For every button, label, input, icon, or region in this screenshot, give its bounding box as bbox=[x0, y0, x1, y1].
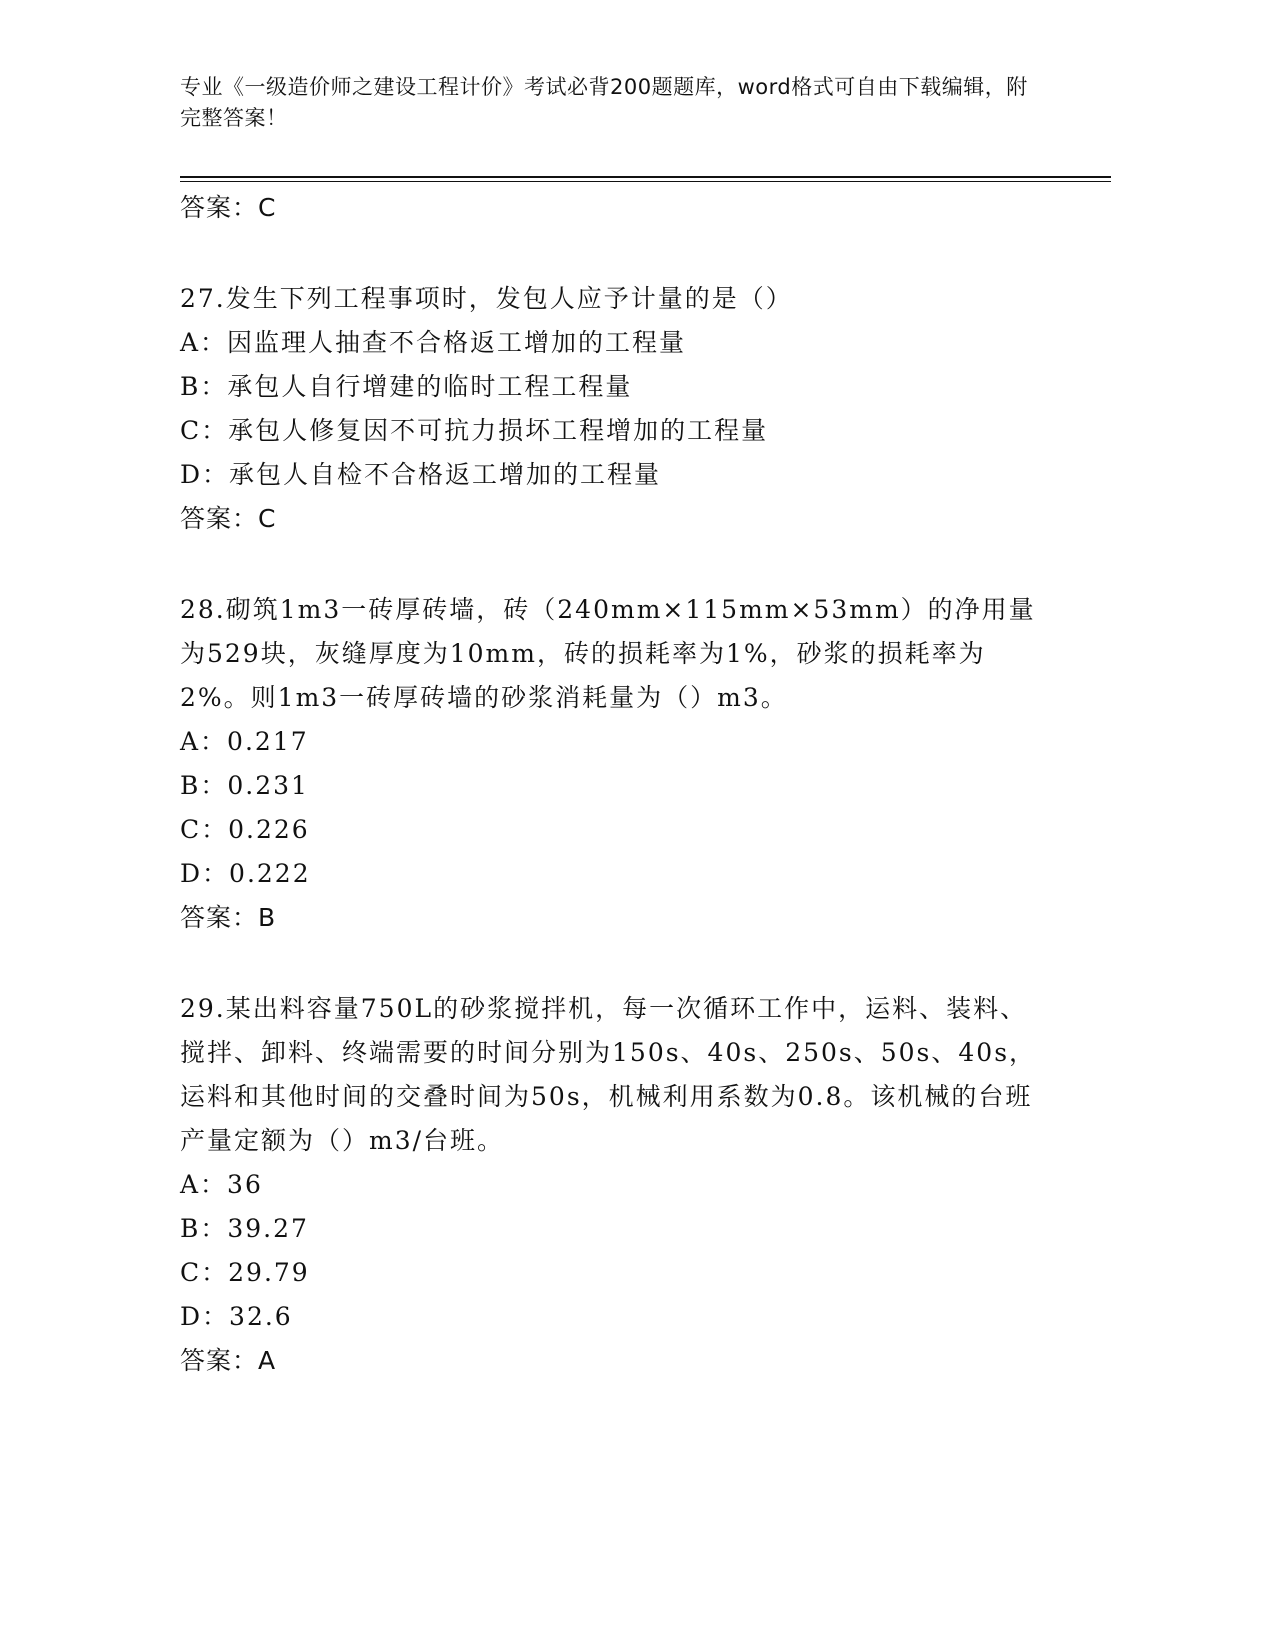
option-d: D：0.222 bbox=[180, 859, 311, 888]
answer-29: 答案：A bbox=[180, 1346, 277, 1375]
option-d: D：承包人自检不合格返工增加的工程量 bbox=[180, 460, 662, 489]
previous-answer: 答案：C bbox=[180, 193, 277, 222]
header-rule-thin bbox=[180, 181, 1111, 182]
option-b: B：承包人自行增建的临时工程工程量 bbox=[180, 372, 633, 401]
option-a: A：36 bbox=[180, 1170, 263, 1199]
answer-28: 答案：B bbox=[180, 903, 277, 932]
option-a: A：因监理人抽查不合格返工增加的工程量 bbox=[180, 328, 687, 357]
header-text: 专业《一级造价师之建设工程计价》考试必背200题题库，word格式可自由下载编辑，附完整答案！ bbox=[180, 75, 1028, 130]
question-27 bbox=[180, 277, 1050, 541]
option-c: C：0.226 bbox=[180, 815, 310, 844]
question-stem: 27.发生下列工程事项时，发包人应予计量的是（） bbox=[180, 284, 793, 313]
option-a: A：0.217 bbox=[180, 727, 309, 756]
question-list bbox=[180, 186, 1050, 1383]
option-b: B：0.231 bbox=[180, 771, 309, 800]
option-c: C：承包人修复因不可抗力损坏工程增加的工程量 bbox=[180, 416, 769, 445]
option-c: C：29.79 bbox=[180, 1258, 310, 1287]
question-stem: 28.砌筑1m3一砖厚砖墙，砖（240mm×115mm×53mm）的净用量为529块，灰缝厚度为10mm，砖的损耗率为1%，砂浆的损耗率为2%。则1m3一砖厚砖墙的砂浆消耗量为（）m3。 bbox=[180, 595, 1036, 712]
question-stem: 29.某出料容量750L的砂浆搅拌机，每一次循环工作中，运料、装料、搅拌、卸料、终端需要的时间分别为150s、40s、250s、50s、40s，运料和其他时间的交叠时间为50s，机械利用系数为0.8。该机械的台班产量定额为（）m3/台班。 bbox=[180, 994, 1037, 1155]
document-header bbox=[180, 72, 1040, 134]
answer-27: 答案：C bbox=[180, 504, 277, 533]
question-28 bbox=[180, 588, 1050, 940]
question-29 bbox=[180, 987, 1050, 1383]
option-b: B：39.27 bbox=[180, 1214, 309, 1243]
option-d: D：32.6 bbox=[180, 1302, 293, 1331]
header-rule-thick bbox=[180, 176, 1111, 178]
